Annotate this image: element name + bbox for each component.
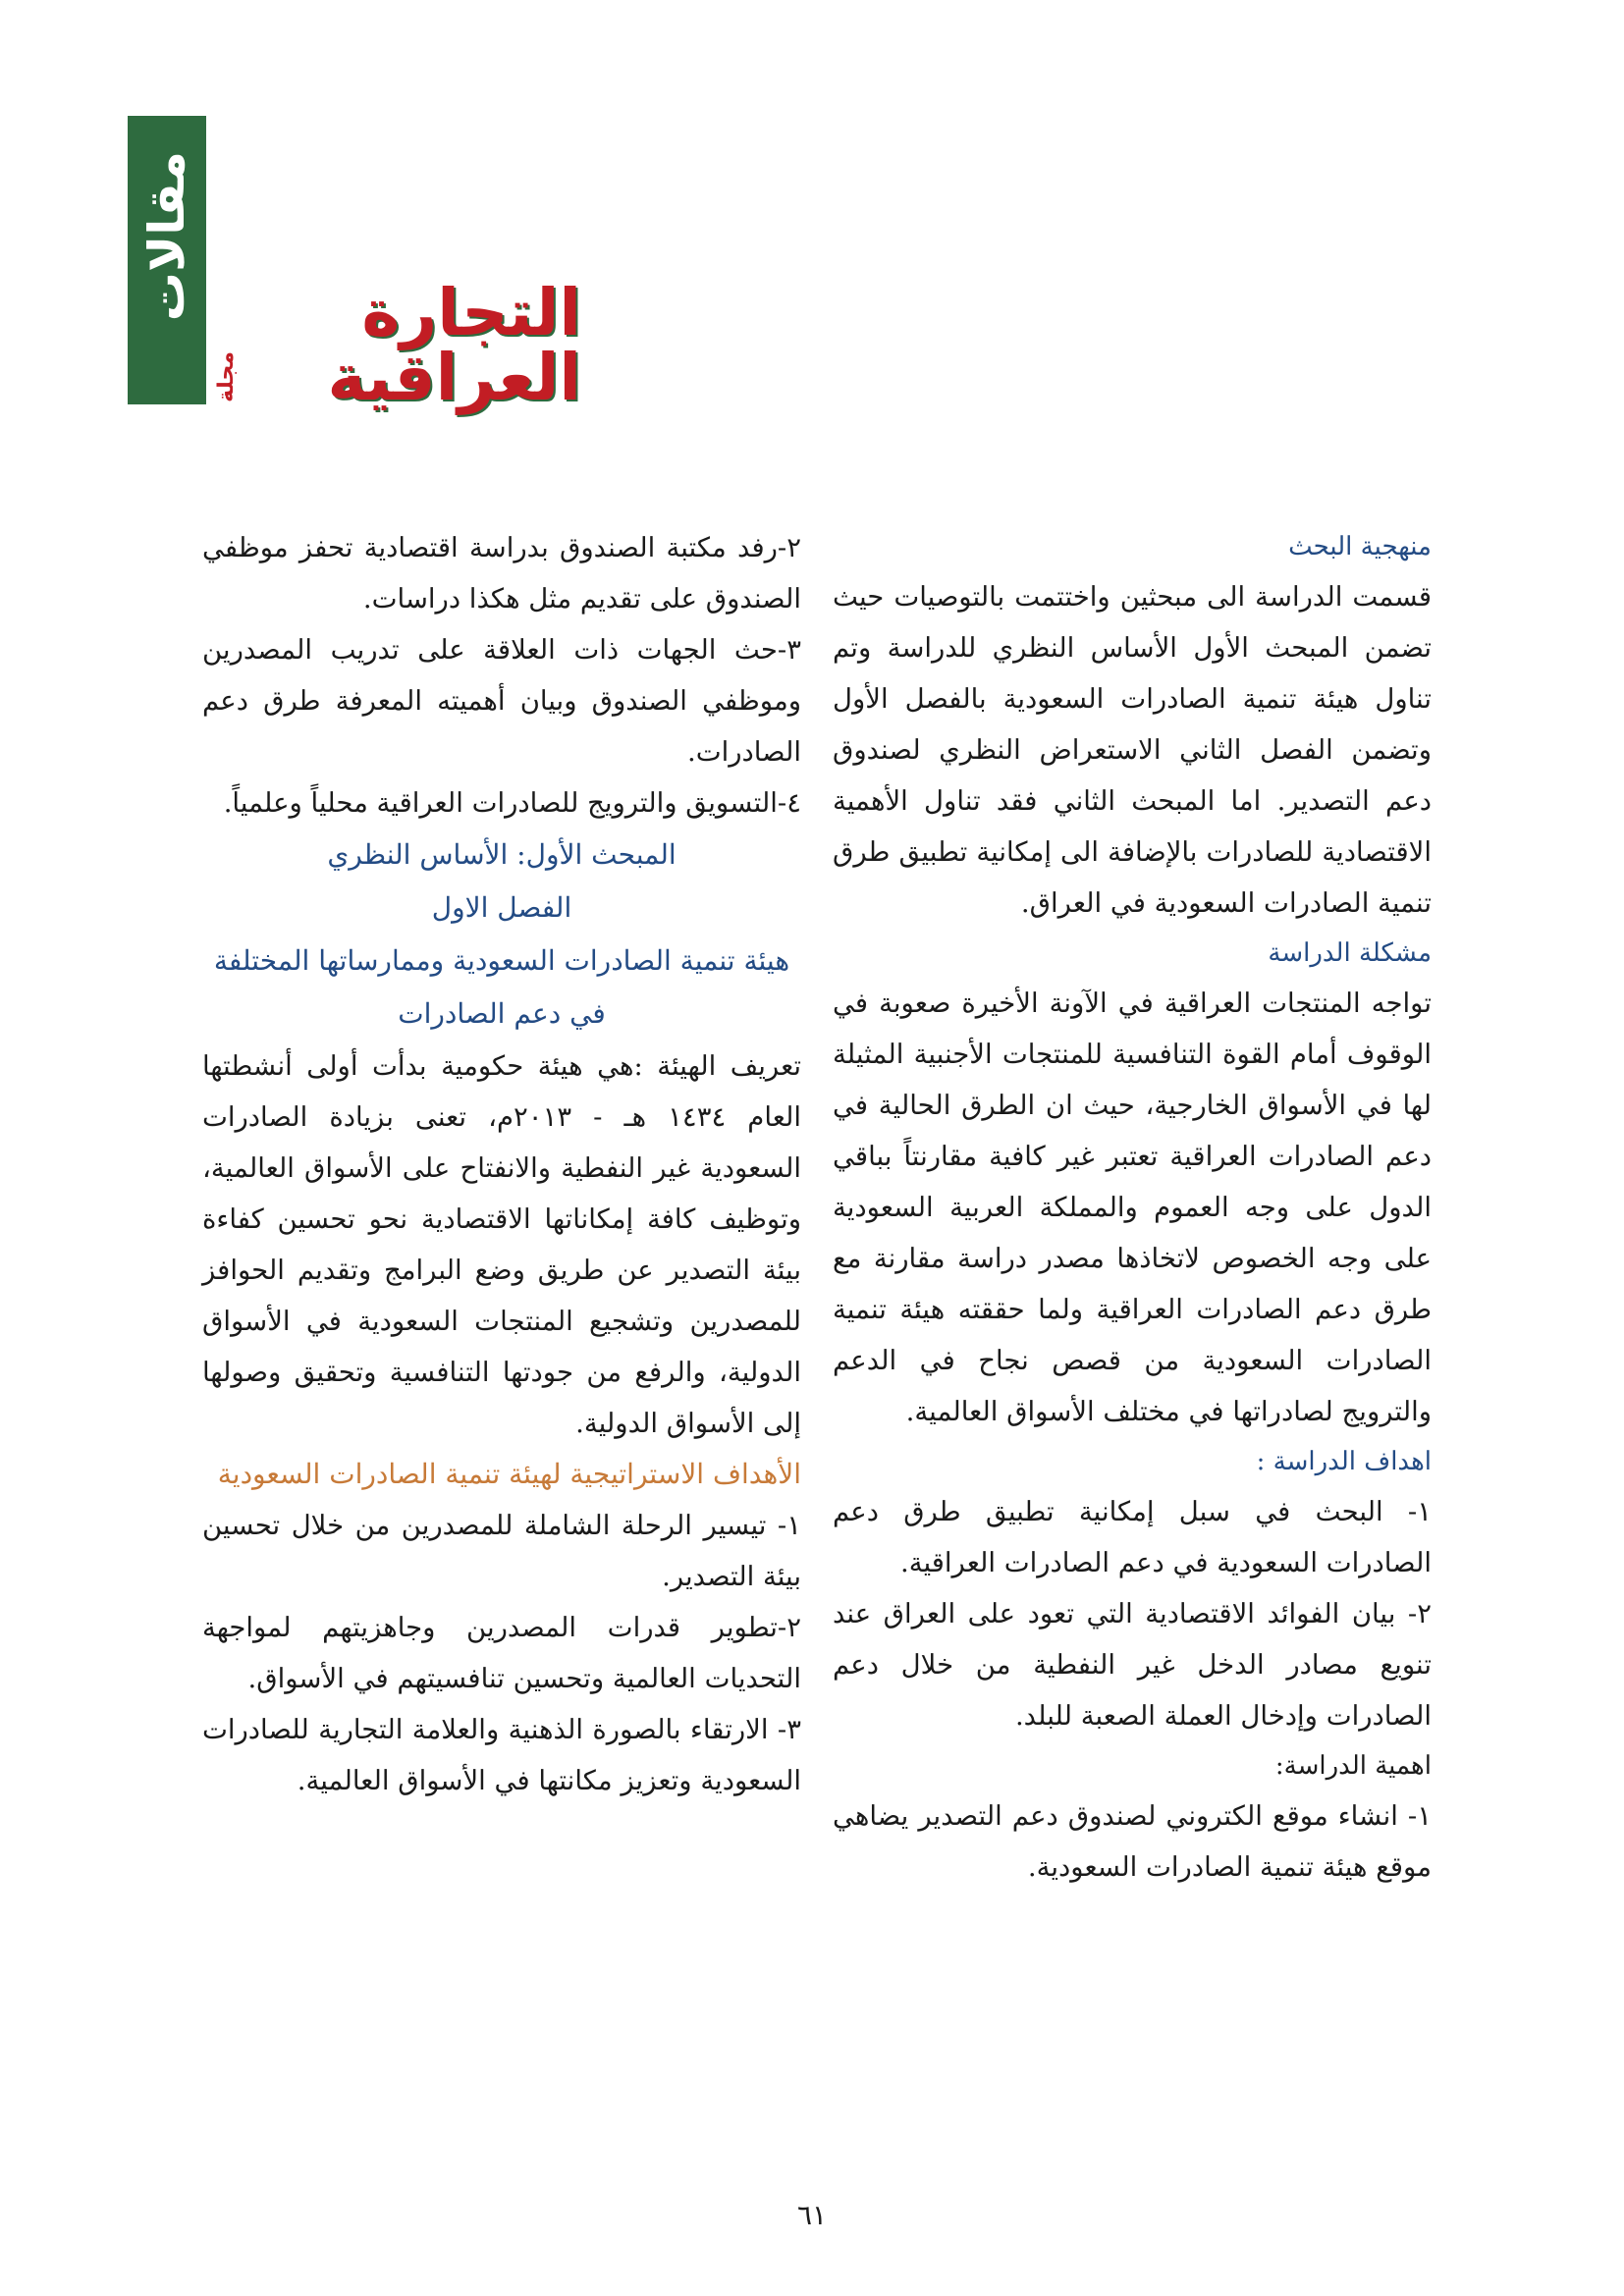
- problem-paragraph: تواجه المنتجات العراقية في الآونة الأخيرة صعوبة في الوقوف أمام القوة التنافسية للمنتجات الأجنبية المثيلة لها في الأسواق الخارجية، حيث ان الطرق الحالية في دعم الصادرات العراقية تعتبر غير كافية مقارنتاً بباقي الدول على وجه العموم والمملكة العربية السعودية على وجه الخصوص لاتخاذها مصدر دراسة مقارنة مع طرق دعم الصادرات العراقية ولما حققته هيئة تنمية الصادرات السعودية من قصص نجاح في الدعم والترويج لصادراتها في مختلف الأسواق العالمية.: [833, 988, 1432, 1427]
- importance-item: ٣-حث الجهات ذات العلاقة على تدريب المصدرين وموظفي الصندوق وبيان أهميته المعرفة طرق دعم الصادرات.: [202, 634, 801, 768]
- objective-item: ١- البحث في سبل إمكانية تطبيق طرق دعم الصادرات السعودية في دعم الصادرات العراقية.: [833, 1496, 1432, 1578]
- importance-item: ٤-التسويق والترويج للصادرات العراقية محلياً وعلمياً.: [223, 787, 801, 819]
- goals-heading: الأهداف الاستراتيجية لهيئة تنمية الصادرات السعودية: [217, 1458, 801, 1490]
- goal-item: ٢-تطوير قدرات المصدرين وجاهزيتهم لمواجهة التحديات العالمية وتحسين تنافسيتهم في الأسواق.: [202, 1612, 801, 1694]
- magazine-prefix: مجلة: [214, 351, 239, 402]
- problem-heading: مشكلة الدراسة: [1268, 938, 1432, 968]
- topic-heading: هيئة تنمية الصادرات السعودية وممارساتها المختلفة: [213, 944, 790, 977]
- importance-heading: اهمية الدراسة:: [1274, 1751, 1432, 1781]
- goal-item: ١- تيسير الرحلة الشاملة للمصدرين من خلال تحسين بيئة التصدير.: [202, 1510, 801, 1592]
- page-number: ٦١: [796, 2199, 828, 2231]
- methodology-paragraph: قسمت الدراسة الى مبحثين واختتمت بالتوصيات حيث تضمن المبحث الأول الأساس النظري للدراسة وتم تناول هيئة تنمية الصادرات السعودية بالفصل الأول وتضمن الفصل الثاني الاستعراض النظري لصندوق دعم التصدير. اما المبحث الثاني فقد تناول الأهمية الاقتصادية للصادرات بالإضافة الى إمكانية تطبيق طرق تنمية الصادرات السعودية في العراق.: [833, 581, 1432, 919]
- section-tab: [128, 116, 206, 404]
- right-column: [833, 522, 1432, 1893]
- left-column: [202, 522, 801, 1806]
- definition-paragraph: تعريف الهيئة :هي هيئة حكومية بدأت أولى أنشطتها العام ١٤٣٤ هـ - ٢٠١٣م، تعنى بزيادة الصادرات السعودية غير النفطية والانفتاح على الأسواق العالمية، وتوظيف كافة إمكاناتها الاقتصادية نحو تحسين كفاءة بيئة التصدير عن طريق وضع البرامج وتقديم الحوافز للمصدرين وتشجيع المنتجات السعودية في الأسواق الدولية، والرفع من جودتها التنافسية وتحقيق وصولها إلى الأسواق الدولية.: [202, 1050, 801, 1439]
- methodology-heading: منهجية البحث: [1288, 532, 1432, 561]
- magazine-logo: [208, 275, 581, 415]
- magazine-title: التجارة العراقية: [327, 275, 581, 415]
- objective-item: ٢- بيان الفوائد الاقتصادية التي تعود على العراق عند تنويع مصادر الدخل غير النفطية من خلال دعم الصادرات وإدخال العملة الصعبة للبلد.: [833, 1598, 1432, 1732]
- topic-heading-cont: في دعم الصادرات: [398, 997, 606, 1030]
- importance-item: ٢-رفد مكتبة الصندوق بدراسة اقتصادية تحفز موظفي الصندوق على تقديم مثل هكذا دراسات.: [202, 532, 801, 614]
- section-heading: الفصل الاول: [431, 891, 572, 924]
- section-label: مقالات: [138, 151, 195, 322]
- objectives-heading: اهداف الدراسة :: [1256, 1447, 1432, 1476]
- chapter-heading: المبحث الأول: الأساس النظري: [327, 838, 677, 871]
- importance-item: ١- انشاء موقع الكتروني لصندوق دعم التصدير يضاهي موقع هيئة تنمية الصادرات السعودية.: [833, 1800, 1432, 1883]
- goal-item: ٣- الارتقاء بالصورة الذهنية والعلامة التجارية للصادرات السعودية وتعزيز مكانتها في الأسواق العالمية.: [202, 1714, 801, 1796]
